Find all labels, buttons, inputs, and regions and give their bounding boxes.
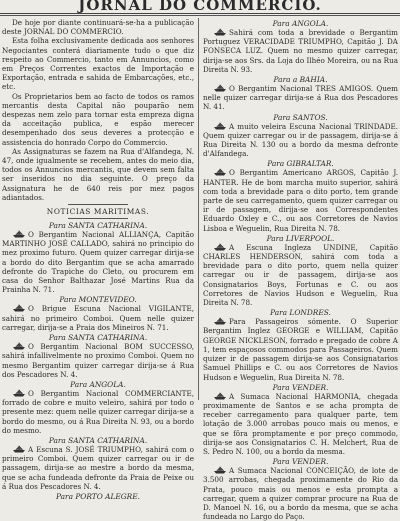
entry-text: A Escuna Ingleza UNDINE, Capitão CHARLES HENDERSON, sahirá com toda a brevidade para o dito porto, quem nella quizer carregar ou ir de passagem, dirija-se aos Consignatarios Boys, Fortunas e C. ou aos Corretores de Navios Hudson e Weguelin, Rua Direita N. 78.	[203, 242, 398, 308]
ship-icon	[213, 28, 227, 36]
shipping-entry	[203, 308, 398, 381]
column-divider	[198, 18, 199, 400]
route-heading: Para SANTA CATHARINA.	[48, 435, 148, 445]
entry-text: A Escuna S. JOSÉ TRIUMPHO, sahirá com o primeiro Comboi. Quem quizer carregar ou ir de passagem, dirija-se ao mestre a bordo da mesma, que se acha fundeada defronte da Praia de Peixe ou á Rua dos Pescadores N. 4.	[2, 444, 194, 491]
route-heading: Para ANGOLA.	[70, 379, 126, 389]
left-column	[2, 18, 194, 501]
shipping-entry	[203, 113, 398, 159]
shipping-entry	[203, 457, 398, 521]
section-title: NOTICIAS MARITIMAS.	[46, 207, 150, 217]
entry-text: A Sumaca Nacional CONCEIÇÃO, de lote de 3.500 arrobas, chegada proximamente do Rio da Prata, pouco mais ou menos e esta prompta a carregar, quem a quizer comprar procure na Rua de D. Manoel N. 16, ou a bordo da mesma, que se acha fundeada no Largo do Paço.	[203, 466, 398, 521]
shipping-entry	[203, 234, 398, 307]
route-heading: Para MONTEVIDEO.	[59, 295, 137, 305]
shipping-entry	[2, 492, 194, 501]
entry-text: Para Passageiros sómente. O Superior Bergantim Inglez GEORGE e WILLIAM, Capitão GEORGE NICKLESON, forrado e pregado de cobre A 1, tem espaçosos commodos para Passageiros. Quem quizer ir de passagem dirija-se aos Consignatarios Samuel Phillips e C. ou aos Corretores de Navios Hudson e Weguelin, Rua Direita N. 78.	[203, 317, 398, 382]
ship-icon	[12, 304, 26, 312]
section-rule	[68, 218, 128, 219]
entry-text: O Bergantim Americano ARGOS, Capitão J. HANTER. He de bom marcha muito superior, sahirá com toda a brevidade para o dito porto, tem grande parte de seu carregamento, quem quizer carregar ou ir de passagem, dirija-se aos Correspondentes Eduardo Oxley e C., ou aos Corretores de Navios Lisboa e Weguelin, Rua Direita N. 78.	[203, 168, 398, 233]
ship-icon	[213, 466, 227, 474]
intro-paragraph: As Assignaturas se fazem na Rua d'Alfandega, N. 47, onde igualmente se recebem, antes do meio dia, todos os Annuncios mercantis, que devem sem falta ser inseridos no dia seguinte. O preço da Assignatura he de 640 reis por mez pagos adiantados.	[2, 146, 194, 202]
entry-text: O Bergantim Nacional TRES AMIGOS. Quem nelle quizer carregar dirija-se á Rua dos Pescadores N. 41.	[203, 84, 398, 112]
route-heading: Para ANGOLA.	[272, 19, 329, 28]
ship-icon	[213, 122, 227, 130]
route-heading: Para SANTA CATHARINA.	[48, 333, 148, 343]
ship-icon	[213, 84, 227, 92]
entry-text: A muito veleira Escuna Nacional TRINDADE. Quem quizer carregar ou ir de passagem, dirija-se á Rua Direita N. 130 ou a bordo da mesma defronte d'Alfandega.	[203, 121, 398, 159]
route-heading: Para SANTOS.	[273, 112, 328, 122]
shipping-entry	[203, 383, 398, 456]
route-heading: Para LONDRES.	[270, 308, 331, 318]
ship-icon	[213, 317, 227, 325]
ship-icon	[12, 230, 26, 238]
shipping-entry	[203, 75, 398, 112]
ship-icon	[213, 168, 227, 176]
intro-paragraph: De hoje por diante continuará-se-ha a publicação deste JORNAL DO COMMERCIO.	[2, 18, 194, 37]
section-rule	[68, 204, 128, 205]
entry-text: O Brigue Escuna Nacional VIGILANTE, sahirá no primeiro Comboi. Quem nelle quizer carregar, dirija-se a Praia dos Mineiros N. 71.	[2, 304, 194, 332]
entry-text: O Bergantim Nacional COMMERCIANTE, forrado de cobre e muito veleiro, sahirá por todo o presente mez: quem nelle quizer carregar dirija-se a bordo do mesmo, ou á Rua Direita N. 93, ou a bordo do mesmo.	[2, 388, 194, 435]
masthead-rule-secondary	[0, 15, 400, 16]
shipping-entry	[2, 221, 194, 294]
shipping-entry	[2, 295, 194, 332]
entry-text: O Bergantim Nacional BOM SUCCESSO, sahirá infallivelmente no proximo Comboi. Quem no mesmo Bergantim quizer carregar dirija-se á Rua dos Pescadores N. 4.	[2, 342, 194, 379]
route-heading: Para GIBRALTAR.	[267, 159, 334, 169]
route-heading: Para LIVERPOOL.	[266, 233, 335, 243]
route-heading: Para a BAHIA.	[273, 75, 328, 85]
ship-icon	[213, 392, 227, 400]
intro-paragraph: Esta folha exclusivamente dedicada aos senhores Negociantes conterá diariamente tudo o que diz respeito ao Commercio, tanto em Annuncios, como em Preços Correntes exactos de Importação e Exportação, entrada e sahida de Embarcações, etc., etc.	[2, 36, 194, 92]
intro-notice	[2, 18, 194, 202]
route-heading: Para VENDER.	[272, 382, 329, 392]
route-heading: Para SANTA CATHARINA.	[48, 221, 148, 231]
route-heading: Para PORTO ALEGRE.	[56, 491, 140, 501]
entry-text: A Sumaca Nacional HARMONIA, chegada proximamente de Santos e se acha prompta de receber carregamento para qualquer parte, tem lotação de 3.000 arrobas pouco mais ou menos, e que se fôra promptamente e por preço commodo, dirija-se aos Consignatarios C. H. Melchert, Rua de S. Pedro N. 100, ou a bordo da mesma.	[203, 391, 398, 456]
ship-icon	[12, 389, 26, 397]
masthead-title: JORNAL DO COMMERCIO.	[78, 0, 322, 14]
entry-text: O Bergantim Nacional ALLIANÇA, Capitão MARTINHO JOSÉ CALLADO, sahirá no principio do mez proximo futuro. Quem quizer carregar dirija-se a bordo do dito Bergantim que se acha amarrado defronte do Trapiche do Cleto, ou procurem em casa do Senhor Balthazar José Martins Rua da Prainha N. 71.	[2, 230, 194, 295]
ship-icon	[213, 243, 227, 251]
ship-icon	[12, 342, 26, 350]
ship-icon	[12, 445, 26, 453]
shipping-entry	[203, 19, 398, 74]
masthead-rule	[0, 13, 400, 14]
intro-paragraph: Os Proprietarios bem ao facto de todos os ramos mercantis desta Capital não pouparão nem despezas nem zelo para tornar esta empreza digna da acceitação publica, e espão merecer desempenhado dos seus deveres a protecção e assistencia do honrado Corpo do Commercio.	[2, 91, 194, 147]
right-column	[203, 18, 398, 521]
entry-text: Sahirá com toda a brevidade o Bergantim Portuguez VERACIDADE TRIUMPHO, Capitão J. DA FONSECA LUZ. Quem no mesmo quizer carregar, dirija-se aos Srs. da Loja do Ilhéo Moreira, ou na Rua Direita N. 93.	[203, 28, 398, 74]
shipping-entry	[2, 380, 194, 435]
route-heading: Para VENDER.	[272, 457, 329, 467]
shipping-entry	[2, 436, 194, 491]
shipping-entry	[2, 333, 194, 379]
shipping-entry	[203, 159, 398, 232]
